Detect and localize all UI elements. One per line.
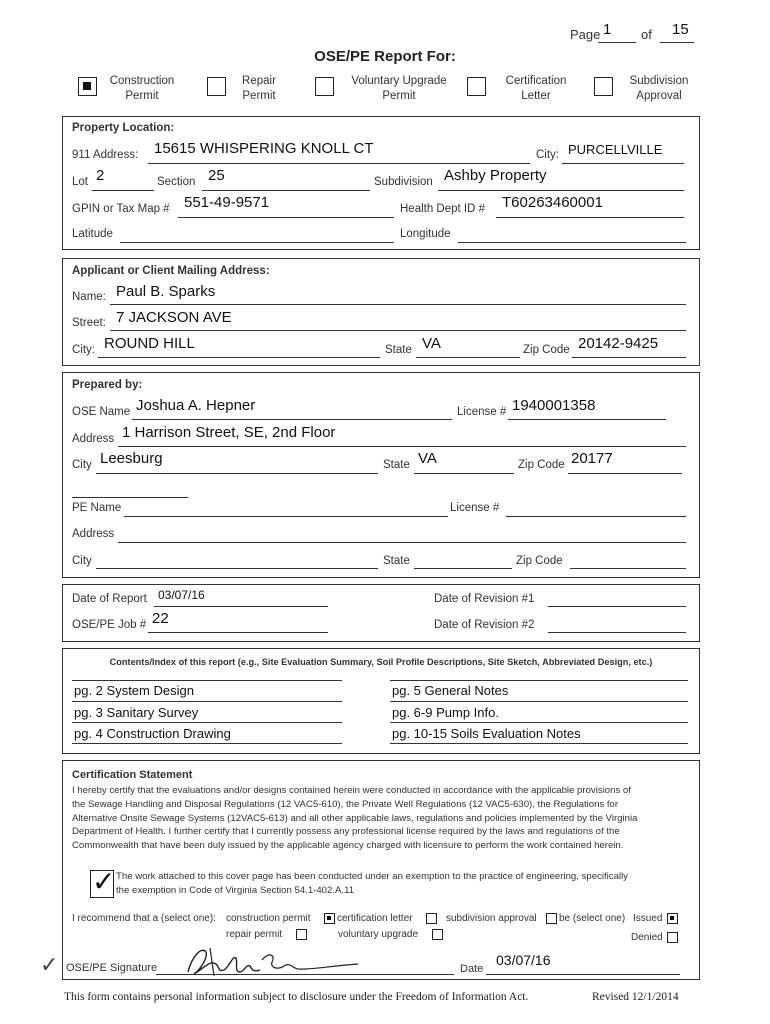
page-number[interactable]: 1 <box>603 21 612 38</box>
applicant-city-field[interactable]: ROUND HILL <box>104 335 195 352</box>
contents-item[interactable]: pg. 4 Construction Drawing <box>74 726 231 741</box>
report-date-field[interactable]: 03/07/16 <box>158 588 205 602</box>
address-field[interactable]: 15615 WHISPERING KNOLL CT <box>154 140 374 157</box>
denied-checkbox[interactable] <box>667 932 678 943</box>
ose-name-field[interactable]: Joshua A. Hepner <box>136 397 256 414</box>
section-label: Section <box>157 176 196 188</box>
applicant-city-label: City: <box>72 344 95 356</box>
section-field[interactable]: 25 <box>208 167 225 184</box>
health-id-label: Health Dept ID # <box>400 203 486 215</box>
lot-field[interactable]: 2 <box>96 167 105 184</box>
ose-zip-field[interactable]: 20177 <box>571 450 613 467</box>
signature-label: OSE/PE Signature <box>66 962 158 974</box>
ose-address-field[interactable]: 1 Harrison Street, SE, 2nd Floor <box>122 424 336 441</box>
applicant-name-label: Name: <box>72 291 106 303</box>
pe-name-field[interactable] <box>124 516 448 517</box>
latitude-field[interactable] <box>120 242 394 243</box>
ose-zip-label: Zip Code <box>518 459 565 471</box>
pe-state-label: State <box>383 555 410 567</box>
applicant-name-field[interactable]: Paul B. Sparks <box>116 283 216 300</box>
gpin-label: GPIN or Tax Map # <box>72 203 170 215</box>
certification-text: I hereby certify that the evaluations and/or designs contained herein were conducted in accordance with the applicable provisions of the Sewage Handling and Disposal Regulations (12 VAC5-610), the Private Well Regulations (12 VAC5-630), the Regulations for Alternative Onsite Sewage Systems (12VAC5-613) and all other applicable laws, regulations and policies implemented by the Virginia Department of Health. I further certify that I currently possess any professional license required by the laws and regulations of the Commonwealth that have been duly issued by the applicable agency charged with licensure to perform the work contained herein. <box>72 785 638 852</box>
certification-letter-label: Certification Letter <box>505 75 567 102</box>
report-date-label: Date of Report <box>72 593 147 605</box>
subdivision-approval-checkbox[interactable] <box>594 77 613 96</box>
applicant-street-field[interactable]: 7 JACKSON AVE <box>116 309 232 326</box>
voluntary-upgrade-option-checkbox[interactable] <box>432 929 443 940</box>
voluntary-upgrade-label: Voluntary Upgrade Permit <box>351 75 447 102</box>
denied-label: Denied <box>631 932 663 943</box>
subdivision-approval-option-label: subdivision approval <box>446 913 537 924</box>
applicant-zip-field[interactable]: 20142-9425 <box>578 335 659 352</box>
voluntary-upgrade-option-label: voluntary upgrade <box>338 929 419 940</box>
certification-letter-option-label: certification letter <box>337 913 413 924</box>
issued-label: Issued <box>633 913 663 924</box>
pe-city-field[interactable] <box>96 568 378 569</box>
repair-permit-option-checkbox[interactable] <box>296 929 307 940</box>
subdivision-label: Subdivision <box>374 176 433 188</box>
be-select-label: be (select one) <box>559 913 626 924</box>
lot-label: Lot <box>72 176 88 188</box>
issued-checkbox[interactable] <box>667 913 678 924</box>
job-number-label: OSE/PE Job # <box>72 619 147 631</box>
revision1-field[interactable] <box>548 606 686 607</box>
exemption-line2: the exemption in Code of Virginia Section 54.1-402.A.11 <box>116 885 355 896</box>
address-label: 911 Address: <box>72 149 139 161</box>
ose-city-field[interactable]: Leesburg <box>100 450 163 467</box>
certification-heading: Certification Statement <box>72 769 193 781</box>
certification-letter-option-checkbox[interactable] <box>426 913 437 924</box>
health-id-field[interactable]: T60263460001 <box>502 194 603 211</box>
page-total[interactable]: 15 <box>672 21 689 38</box>
signature-date-label: Date <box>460 963 484 975</box>
ose-license-label: License # <box>457 406 507 418</box>
subdivision-field[interactable]: Ashby Property <box>444 167 547 184</box>
ose-state-field[interactable]: VA <box>418 450 437 467</box>
prepared-heading: Prepared by: <box>72 379 143 391</box>
pe-name-label: PE Name <box>72 502 122 514</box>
applicant-zip-label: Zip Code <box>523 344 570 356</box>
repair-permit-label: Repair Permit <box>242 75 276 102</box>
construction-permit-checkbox[interactable] <box>78 77 97 96</box>
ose-city-label: City <box>72 459 92 471</box>
contents-item[interactable]: pg. 3 Sanitary Survey <box>74 705 199 720</box>
applicant-heading: Applicant or Client Mailing Address: <box>72 265 270 277</box>
ose-license-field[interactable]: 1940001358 <box>512 397 596 414</box>
city-label: City: <box>536 149 559 161</box>
ose-name-label: OSE Name <box>72 406 131 418</box>
section-divider <box>72 497 188 498</box>
margin-check-mark: ✓ <box>40 952 59 977</box>
city-field[interactable]: PURCELLVILLE <box>568 142 663 157</box>
job-number-field[interactable]: 22 <box>152 610 169 627</box>
latitude-label: Latitude <box>72 228 113 240</box>
construction-permit-option-label: construction permit <box>226 913 311 924</box>
ose-address-label: Address <box>72 433 115 445</box>
longitude-label: Longitude <box>400 228 451 240</box>
repair-permit-checkbox[interactable] <box>207 77 226 96</box>
longitude-field[interactable] <box>458 242 686 243</box>
pe-license-field[interactable] <box>506 516 686 517</box>
applicant-street-label: Street: <box>72 317 106 329</box>
revision1-label: Date of Revision #1 <box>434 593 535 605</box>
signature-date-field[interactable]: 03/07/16 <box>496 952 551 968</box>
form-title: OSE/PE Report For: <box>314 48 456 65</box>
signature-image <box>180 942 370 982</box>
recommend-label: I recommend that a (select one): <box>72 913 216 924</box>
pe-license-label: License # <box>450 502 500 514</box>
construction-permit-label: Construction Permit <box>109 75 175 102</box>
subdivision-approval-option-checkbox[interactable] <box>546 913 557 924</box>
page-of-label: of <box>641 27 652 42</box>
applicant-state-field[interactable]: VA <box>422 335 441 352</box>
applicant-state-label: State <box>385 344 412 356</box>
page-label: Page <box>570 27 601 42</box>
footer-revision: Revised 12/1/2014 <box>592 991 679 1003</box>
contents-item[interactable]: pg. 5 General Notes <box>392 683 509 698</box>
construction-permit-option-checkbox[interactable] <box>324 913 335 924</box>
pe-zip-field[interactable] <box>570 568 686 569</box>
checkmark-icon: ✓ <box>92 865 116 898</box>
contents-item[interactable]: pg. 2 System Design <box>74 683 194 698</box>
contents-item[interactable]: pg. 6-9 Pump Info. <box>392 705 499 720</box>
ose-state-label: State <box>383 459 410 471</box>
pe-city-label: City <box>72 555 92 567</box>
pe-zip-label: Zip Code <box>516 555 563 567</box>
contents-item[interactable]: pg. 10-15 Soils Evaluation Notes <box>392 726 581 741</box>
gpin-field[interactable]: 551-49-9571 <box>184 194 270 211</box>
subdivision-approval-label: Subdivision Approval <box>629 75 689 102</box>
signature-divider <box>62 948 63 978</box>
footer-notice: This form contains personal information subject to disclosure under the Freedom of Information Act. <box>64 991 529 1003</box>
exemption-checkbox[interactable] <box>90 865 116 898</box>
revision2-label: Date of Revision #2 <box>434 619 535 631</box>
pe-address-label: Address <box>72 528 115 540</box>
exemption-line1: The work attached to this cover page has been conducted under an exemption to the practice of engineering, specifically <box>116 871 628 882</box>
revision2-field[interactable] <box>548 632 686 633</box>
repair-permit-option-label: repair permit <box>226 929 283 940</box>
contents-heading: Contents/Index of this report (e.g., Site Evaluation Summary, Soil Profile Descriptions, Site Sketch, Abbreviated Design, etc.) <box>109 657 653 667</box>
property-heading: Property Location: <box>72 122 175 134</box>
pe-state-field[interactable] <box>414 568 512 569</box>
pe-address-field[interactable] <box>118 542 686 543</box>
certification-letter-checkbox[interactable] <box>467 77 486 96</box>
voluntary-upgrade-checkbox[interactable] <box>315 77 334 96</box>
